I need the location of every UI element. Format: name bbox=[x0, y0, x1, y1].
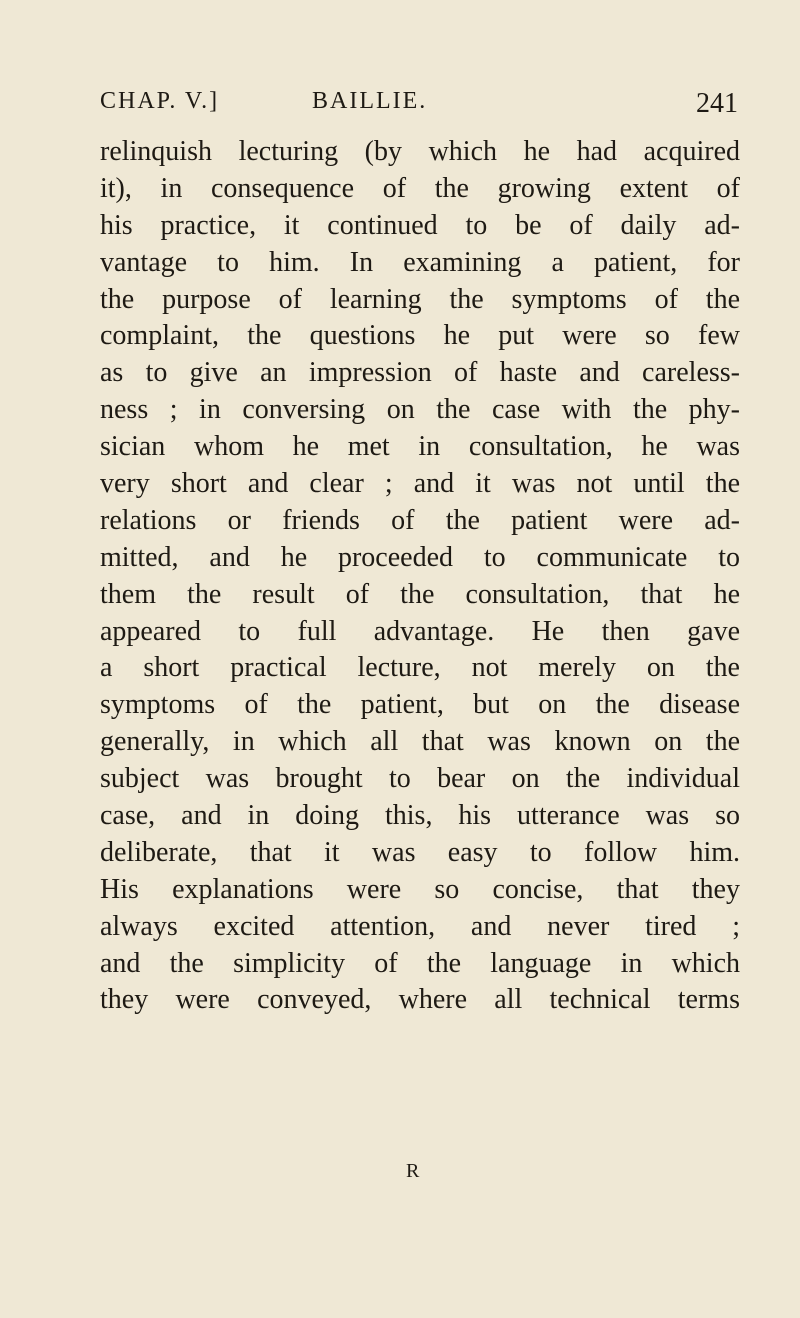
running-title: BAILLIE. bbox=[312, 88, 428, 114]
text-line: them the result of the consultation, that he bbox=[100, 578, 740, 610]
text-line: sician whom he met in consultation, he was bbox=[100, 431, 740, 463]
text-line: as to give an impression of haste and careless- bbox=[100, 357, 740, 389]
text-line: deliberate, that it was easy to follow him. bbox=[100, 836, 740, 868]
text-line: generally, in which all that was known on the bbox=[100, 726, 740, 758]
text-line: case, and in doing this, his utterance was so bbox=[100, 800, 740, 832]
page-number: 241 bbox=[696, 88, 738, 119]
text-line: a short practical lecture, not merely on the bbox=[100, 652, 740, 684]
running-head bbox=[100, 88, 738, 124]
text-line: his practice, it continued to be of daily ad- bbox=[100, 209, 740, 241]
text-line: always excited attention, and never tired ; bbox=[100, 910, 740, 942]
text-line: the purpose of learning the symptoms of the bbox=[100, 283, 740, 315]
text-line: relations or friends of the patient were ad- bbox=[100, 504, 740, 536]
text-line: His explanations were so concise, that they bbox=[100, 873, 740, 905]
text-line: they were conveyed, where all technical terms bbox=[100, 984, 740, 1016]
text-line: subject was brought to bear on the individual bbox=[100, 763, 740, 795]
text-line: complaint, the questions he put were so few bbox=[100, 320, 740, 352]
text-line: appeared to full advantage. He then gave bbox=[100, 615, 740, 647]
signature-mark: R bbox=[406, 1160, 421, 1182]
text-line: and the simplicity of the language in which bbox=[100, 947, 740, 979]
text-line: it), in consequence of the growing extent of bbox=[100, 172, 740, 204]
text-line: relinquish lecturing (by which he had acquired bbox=[100, 136, 740, 167]
chapter-marker: CHAP. V.] bbox=[100, 88, 220, 114]
body-text bbox=[100, 134, 740, 1019]
text-line: mitted, and he proceeded to communicate to bbox=[100, 541, 740, 573]
text-line: vantage to him. In examining a patient, for bbox=[100, 246, 740, 278]
text-line: symptoms of the patient, but on the disease bbox=[100, 689, 740, 721]
text-line: ness ; in conversing on the case with the phy- bbox=[100, 394, 740, 426]
text-line: very short and clear ; and it was not until the bbox=[100, 468, 740, 500]
